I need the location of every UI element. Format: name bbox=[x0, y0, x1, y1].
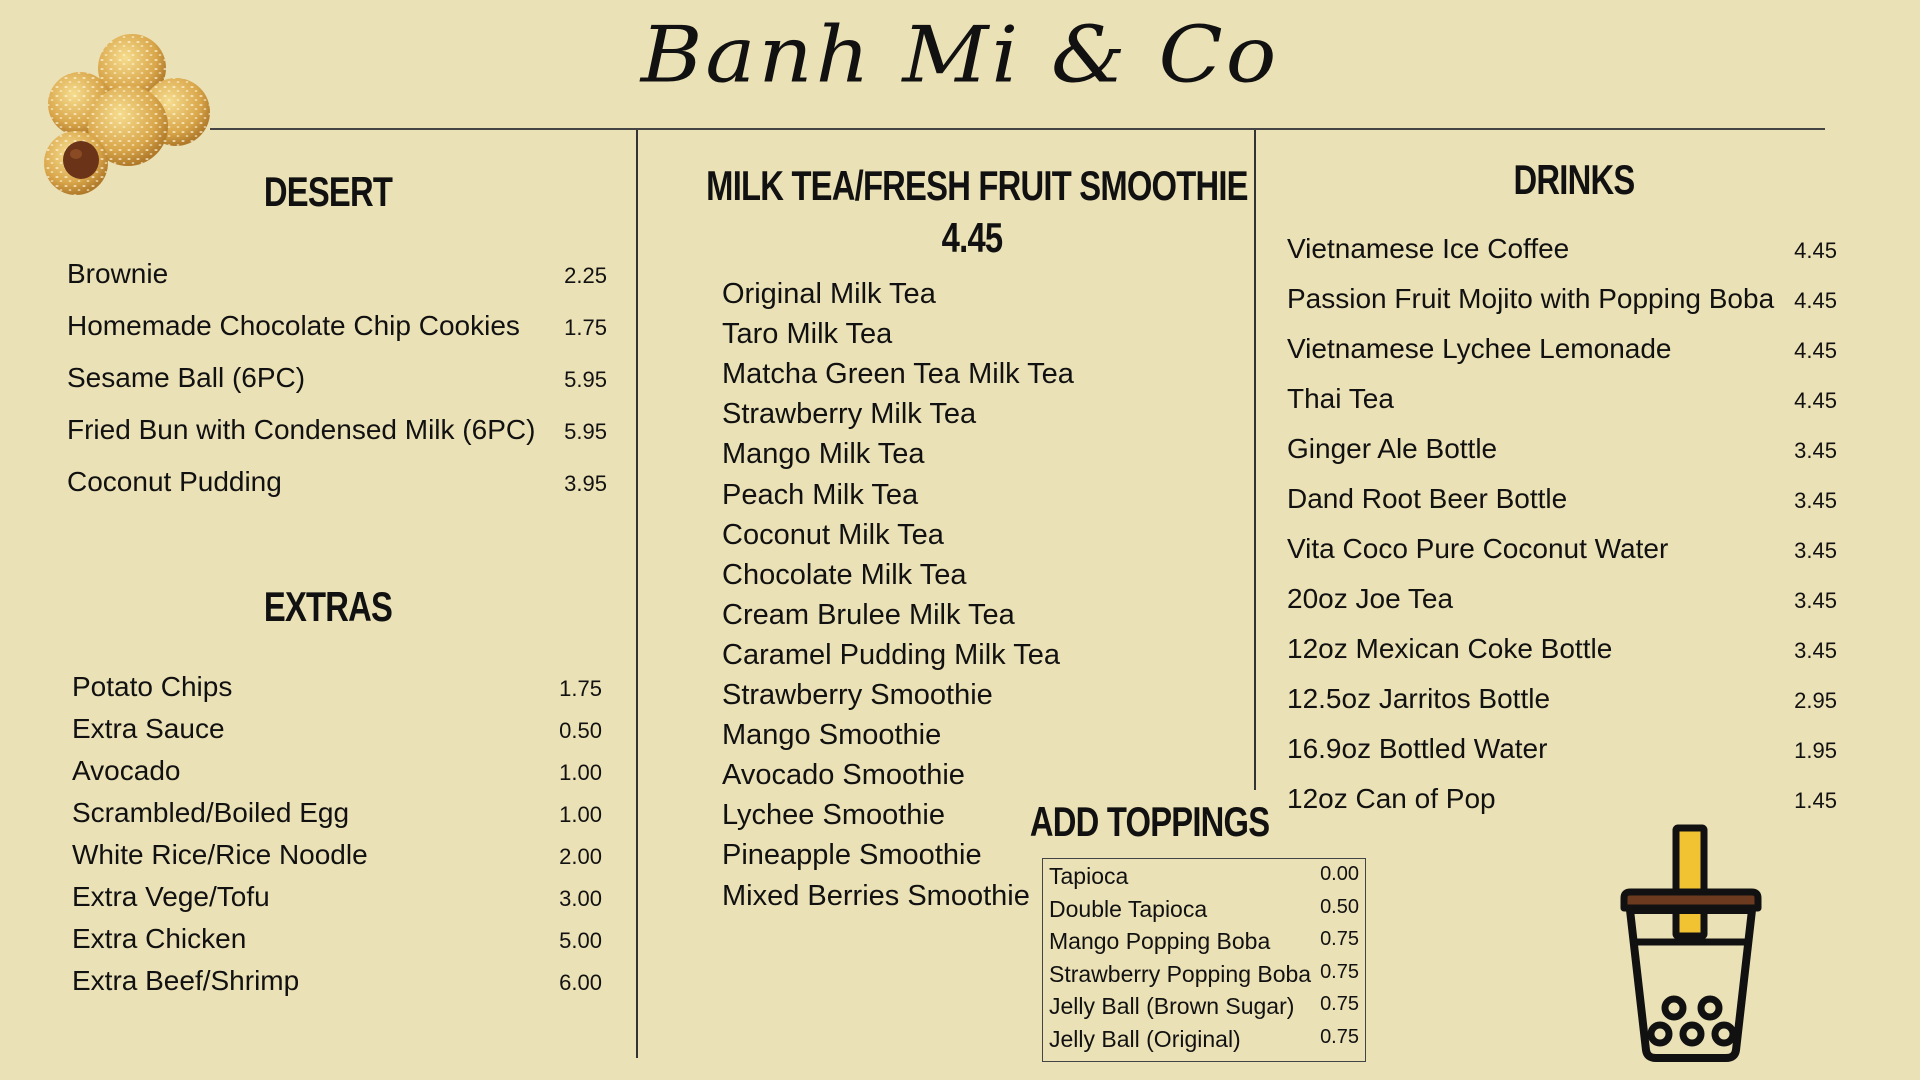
desert-item-price: 2.25 bbox=[564, 263, 607, 288]
desert-item bbox=[67, 362, 607, 394]
desert-item-price: 3.95 bbox=[564, 471, 607, 496]
topping-item bbox=[1049, 961, 1359, 988]
extras-item bbox=[72, 671, 602, 703]
milk-tea-price: 4.45 bbox=[941, 214, 1003, 261]
drinks-item-name: 12oz Mexican Coke Bottle bbox=[1287, 633, 1613, 664]
extras-item-name: Avocado bbox=[72, 755, 181, 786]
milk-tea-item: Peach Milk Tea bbox=[722, 478, 919, 511]
drinks-item bbox=[1287, 783, 1837, 815]
milk-tea-item: Lychee Smoothie bbox=[722, 799, 946, 832]
topping-item-name: Jelly Ball (Original) bbox=[1049, 1026, 1241, 1052]
topping-item-price: 0.50 bbox=[1320, 895, 1359, 918]
drinks-item-name: 12oz Can of Pop bbox=[1287, 783, 1496, 814]
desert-item-name: Sesame Ball (6PC) bbox=[67, 362, 306, 393]
drinks-item-name: 12.5oz Jarritos Bottle bbox=[1287, 683, 1551, 714]
drinks-item-price: 3.45 bbox=[1794, 638, 1837, 663]
drinks-item bbox=[1287, 383, 1837, 415]
extras-item-name: White Rice/Rice Noodle bbox=[72, 839, 368, 870]
extras-item bbox=[72, 965, 602, 997]
drinks-item bbox=[1287, 733, 1837, 765]
drinks-item-price: 4.45 bbox=[1794, 238, 1837, 263]
milk-tea-item: Pineapple Smoothie bbox=[722, 839, 982, 872]
column-divider-left bbox=[636, 130, 638, 1058]
extras-item-price: 0.50 bbox=[559, 718, 602, 743]
extras-item bbox=[72, 839, 602, 871]
topping-item bbox=[1049, 993, 1359, 1020]
drinks-item-name: Vietnamese Ice Coffee bbox=[1287, 233, 1570, 264]
drinks-item bbox=[1287, 433, 1837, 465]
drinks-item-name: 20oz Joe Tea bbox=[1287, 583, 1454, 614]
desert-item-name: Fried Bun with Condensed Milk (6PC) bbox=[67, 414, 536, 445]
drinks-item bbox=[1287, 233, 1837, 265]
toppings-box bbox=[1042, 858, 1366, 1062]
desert-item bbox=[67, 258, 607, 290]
boba-cup-icon bbox=[1608, 824, 1774, 1064]
extras-item-price: 6.00 bbox=[559, 970, 602, 995]
milk-tea-item: Chocolate Milk Tea bbox=[722, 558, 967, 591]
desert-item bbox=[67, 466, 607, 498]
extras-item-name: Potato Chips bbox=[72, 671, 233, 702]
drinks-item-price: 3.45 bbox=[1794, 588, 1837, 613]
extras-item-price: 2.00 bbox=[559, 844, 602, 869]
drinks-item-price: 3.45 bbox=[1794, 538, 1837, 563]
milk-tea-heading: MILK TEA/FRESH FRUIT SMOOTHIE bbox=[706, 162, 1248, 209]
extras-item-name: Extra Beef/Shrimp bbox=[72, 965, 300, 996]
drinks-item-name: Dand Root Beer Bottle bbox=[1287, 483, 1568, 514]
drinks-item-price: 1.45 bbox=[1794, 788, 1837, 813]
milk-tea-item: Mixed Berries Smoothie bbox=[722, 879, 1030, 912]
topping-item bbox=[1049, 863, 1359, 890]
extras-item-name: Extra Vege/Tofu bbox=[72, 881, 270, 912]
desert-item-name: Coconut Pudding bbox=[67, 466, 282, 497]
drinks-item bbox=[1287, 683, 1837, 715]
extras-heading: EXTRAS bbox=[263, 583, 393, 630]
topping-item bbox=[1049, 928, 1359, 955]
extras-item-price: 1.75 bbox=[559, 676, 602, 701]
topping-item-price: 0.75 bbox=[1320, 928, 1359, 951]
topping-item-name: Strawberry Popping Boba bbox=[1049, 960, 1312, 987]
milk-tea-item: Strawberry Milk Tea bbox=[722, 398, 977, 431]
drinks-item-name: 16.9oz Bottled Water bbox=[1287, 733, 1548, 764]
drinks-item bbox=[1287, 533, 1837, 565]
header-divider bbox=[210, 128, 1825, 130]
desert-item-price: 5.95 bbox=[564, 367, 607, 392]
desert-heading: DESERT bbox=[263, 168, 393, 215]
desert-item-price: 1.75 bbox=[564, 315, 607, 340]
drinks-item-name: Vita Coco Pure Coconut Water bbox=[1287, 533, 1669, 564]
extras-item bbox=[72, 881, 602, 913]
topping-item-name: Double Tapioca bbox=[1049, 895, 1208, 922]
milk-tea-item: Mango Smoothie bbox=[722, 719, 942, 752]
drinks-item bbox=[1287, 633, 1837, 665]
desert-item-name: Brownie bbox=[67, 258, 169, 289]
drinks-item-price: 4.45 bbox=[1794, 288, 1837, 313]
milk-tea-item: Taro Milk Tea bbox=[722, 318, 893, 351]
extras-item-price: 5.00 bbox=[559, 928, 602, 953]
milk-tea-item: Coconut Milk Tea bbox=[722, 518, 944, 551]
extras-item bbox=[72, 923, 602, 955]
topping-item-price: 0.75 bbox=[1320, 960, 1359, 983]
milk-tea-item: Strawberry Smoothie bbox=[722, 679, 993, 711]
topping-item bbox=[1049, 896, 1359, 923]
topping-item-name: Tapioca bbox=[1049, 863, 1129, 889]
restaurant-title: Banh Mi & Co bbox=[640, 9, 1280, 101]
extras-item-name: Scrambled/Boiled Egg bbox=[72, 797, 350, 828]
drinks-item bbox=[1287, 483, 1837, 515]
milk-tea-item: Matcha Green Tea Milk Tea bbox=[722, 358, 1074, 391]
topping-item-price: 0.75 bbox=[1320, 1026, 1359, 1048]
drinks-item bbox=[1287, 583, 1837, 615]
drinks-item-price: 1.95 bbox=[1794, 738, 1837, 763]
milk-tea-item: Original Milk Tea bbox=[722, 278, 936, 310]
drinks-item-name: Vietnamese Lychee Lemonade bbox=[1287, 333, 1672, 364]
milk-tea-item: Mango Milk Tea bbox=[722, 438, 925, 471]
column-divider-right bbox=[1254, 130, 1256, 790]
topping-item-name: Mango Popping Boba bbox=[1049, 928, 1271, 955]
drinks-item-name: Thai Tea bbox=[1287, 383, 1394, 414]
extras-item-price: 1.00 bbox=[559, 802, 602, 827]
drinks-item-name: Passion Fruit Mojito with Popping Boba bbox=[1287, 283, 1775, 314]
extras-item bbox=[72, 797, 602, 829]
topping-item-price: 0.75 bbox=[1320, 993, 1359, 1016]
drinks-item bbox=[1287, 333, 1837, 365]
desert-item-price: 5.95 bbox=[564, 419, 607, 444]
desert-item bbox=[67, 310, 607, 342]
toppings-heading: ADD TOPPINGS bbox=[1029, 798, 1270, 845]
drinks-item-price: 3.45 bbox=[1794, 488, 1837, 513]
drinks-item-name: Ginger Ale Bottle bbox=[1287, 433, 1498, 464]
topping-item-name: Jelly Ball (Brown Sugar) bbox=[1049, 993, 1295, 1020]
extras-item bbox=[72, 713, 602, 745]
milk-tea-item: Cream Brulee Milk Tea bbox=[722, 598, 1015, 631]
desert-item bbox=[67, 414, 607, 446]
extras-item-name: Extra Sauce bbox=[72, 713, 225, 744]
desert-item-name: Homemade Chocolate Chip Cookies bbox=[67, 310, 520, 341]
milk-tea-item: Caramel Pudding Milk Tea bbox=[722, 638, 1060, 671]
drinks-item-price: 4.45 bbox=[1794, 338, 1837, 363]
extras-item-price: 3.00 bbox=[559, 886, 602, 911]
extras-item-price: 1.00 bbox=[559, 760, 602, 785]
topping-item bbox=[1049, 1026, 1359, 1053]
extras-item bbox=[72, 755, 602, 787]
topping-item-price: 0.00 bbox=[1320, 863, 1359, 885]
drinks-item bbox=[1287, 283, 1837, 315]
extras-item-name: Extra Chicken bbox=[72, 923, 247, 954]
drinks-item-price: 4.45 bbox=[1794, 388, 1837, 413]
milk-tea-item: Avocado Smoothie bbox=[722, 759, 965, 792]
drinks-item-price: 2.95 bbox=[1794, 688, 1837, 713]
drinks-item-price: 3.45 bbox=[1794, 438, 1837, 463]
drinks-heading: DRINKS bbox=[1513, 156, 1635, 203]
